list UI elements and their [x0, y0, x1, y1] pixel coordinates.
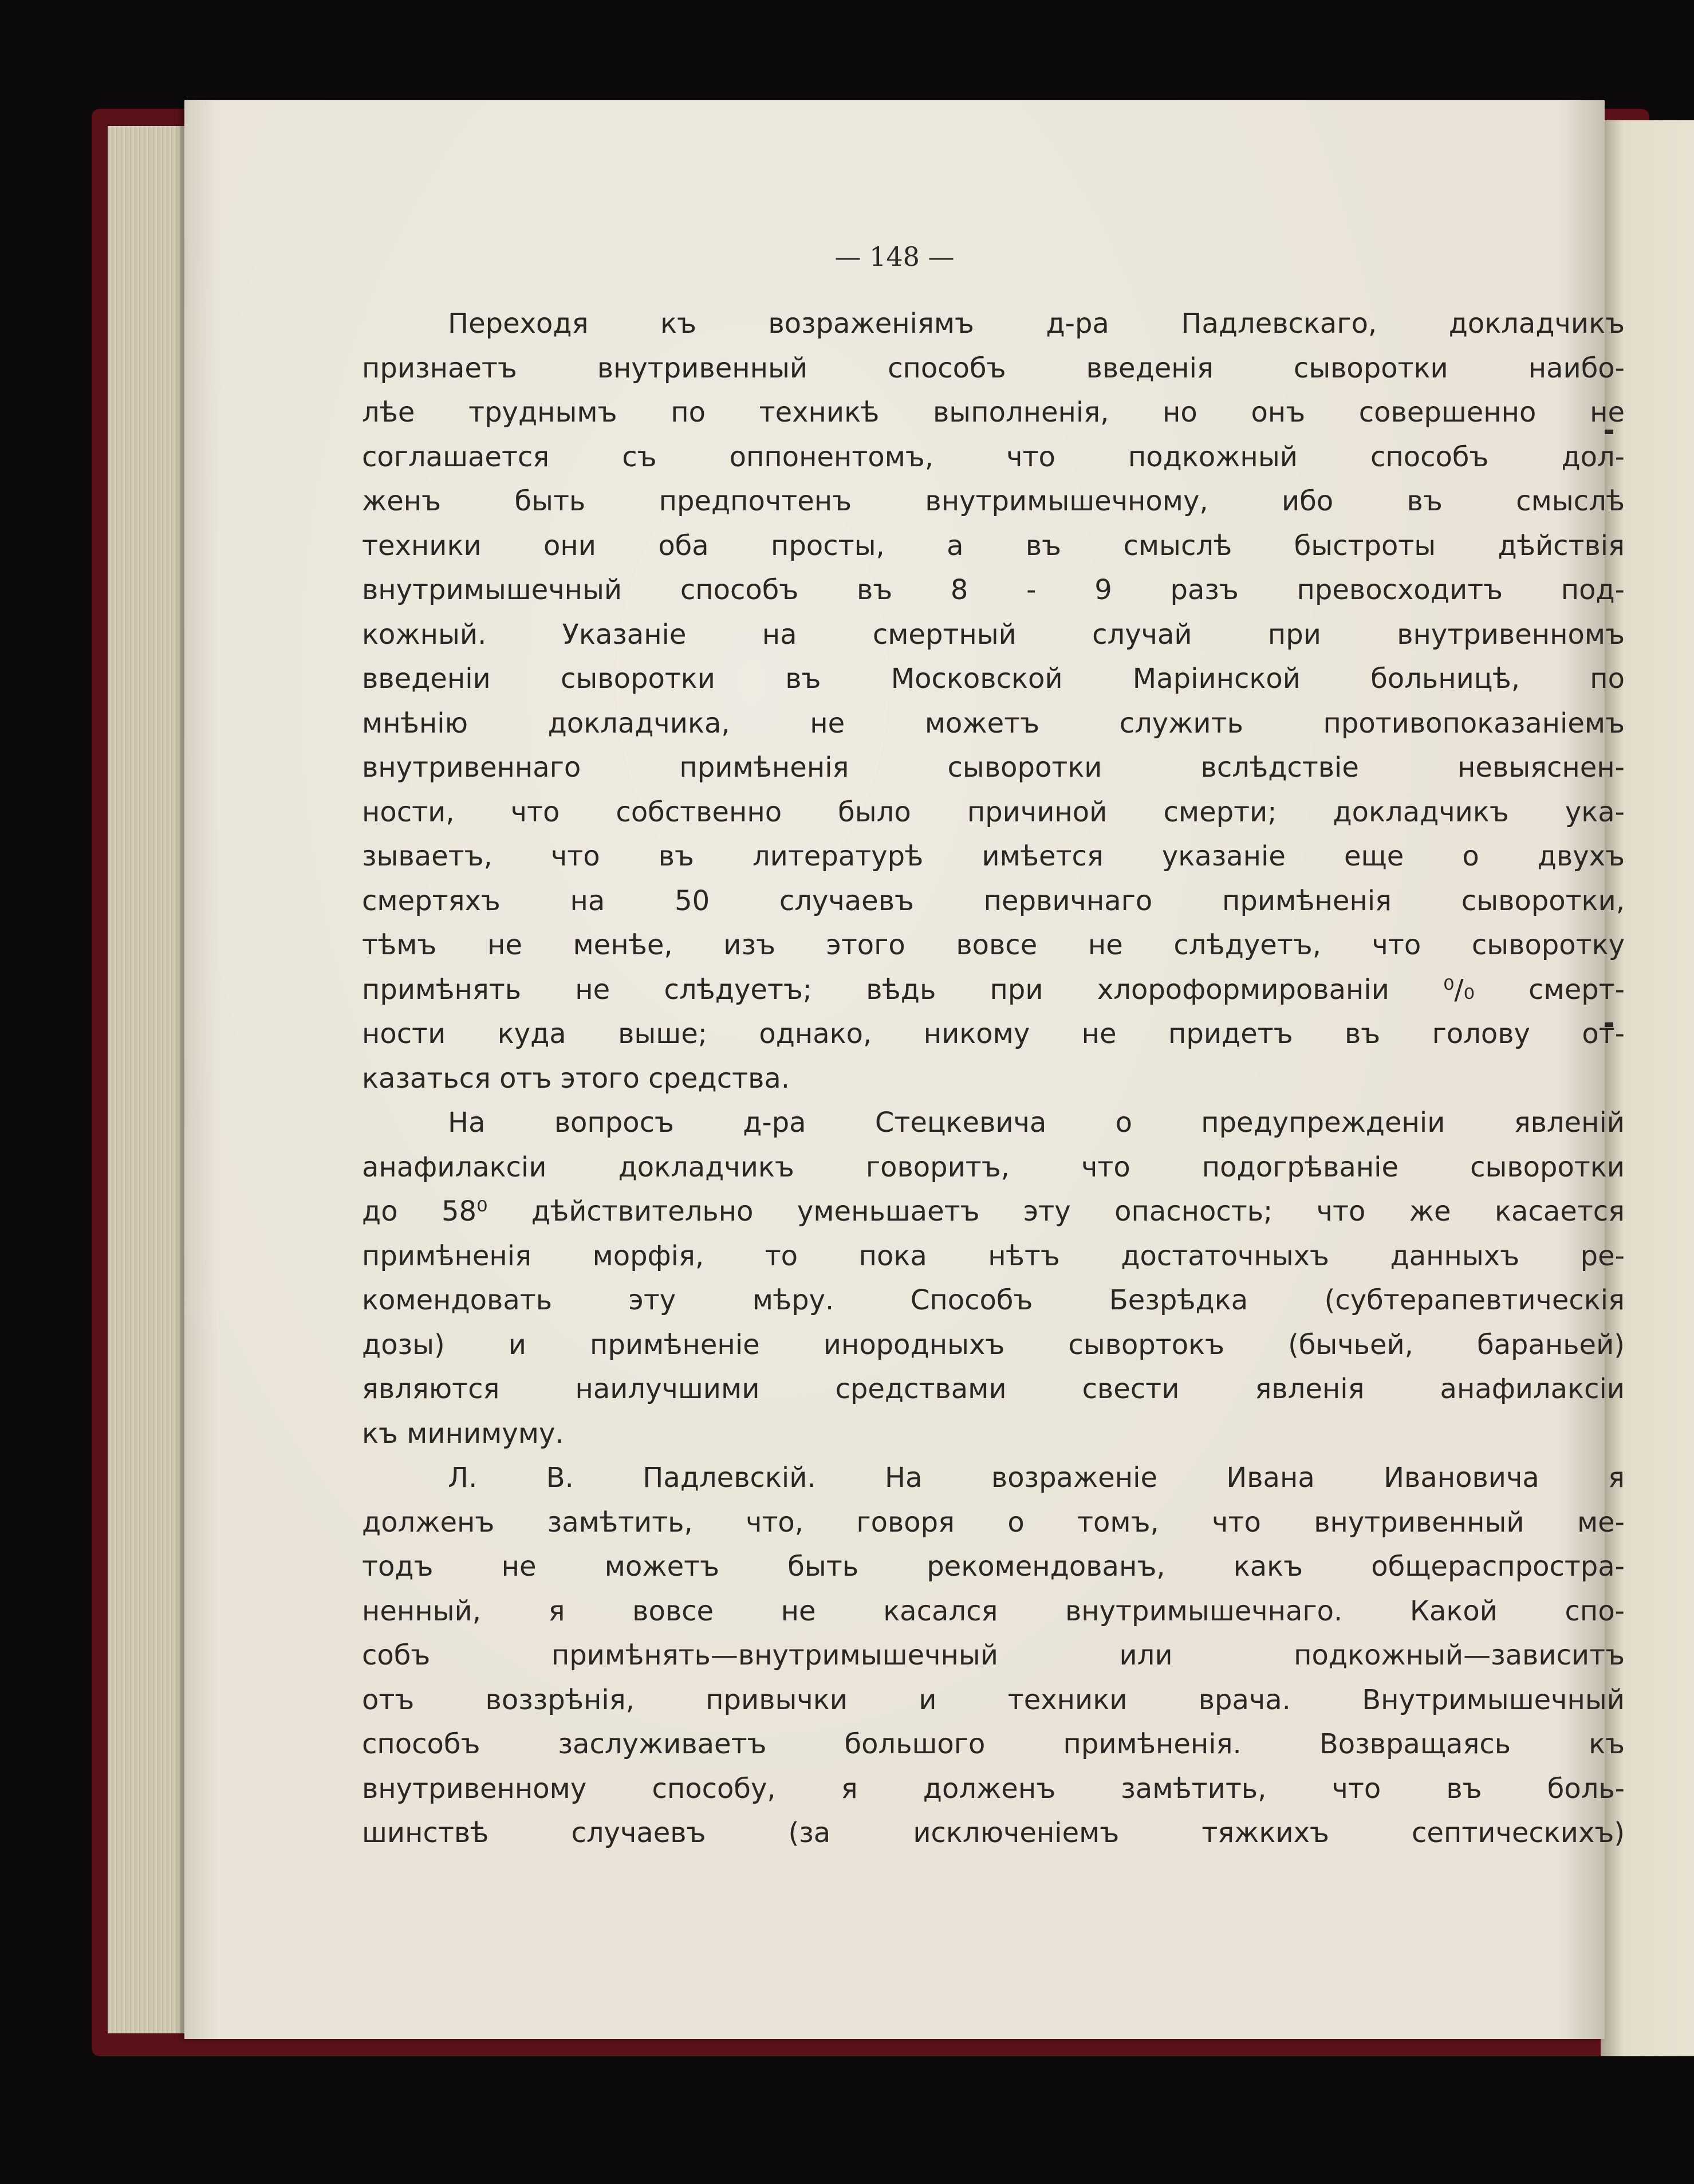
text-line: соглашается съ оппонентомъ, что подкожный способъ дол-: [362, 440, 1625, 473]
text-line: ности куда выше; однако, никому не придетъ въ голову от-: [362, 1018, 1625, 1050]
text-line: смертяхъ на 50 случаевъ первичнаго примѣненія сыворотки,: [362, 884, 1625, 917]
text-line: къ минимуму.: [362, 1417, 564, 1450]
text-line: тодъ не можетъ быть рекомендованъ, какъ общераспростра-: [362, 1551, 1625, 1583]
text-line: примѣненія морфія, то пока нѣтъ достаточныхъ данныхъ ре-: [362, 1239, 1625, 1272]
text-line: кожный. Указаніе на смертный случай при внутривенномъ: [362, 618, 1625, 651]
text-line: введеніи сыворотки въ Московской Маріинской больницѣ, по: [362, 663, 1625, 695]
text-line: являются наилучшими средствами свести явленія анафилаксіи: [362, 1373, 1625, 1405]
text-line: женъ быть предпочтенъ внутримышечному, ибо въ смыслѣ: [362, 485, 1625, 517]
text-line: дозы) и примѣненіе инородныхъ сывортокъ (бычьей, бараньей): [362, 1328, 1625, 1361]
text-line: зываетъ, что въ литературѣ имѣется указаніе еще о двухъ: [362, 840, 1625, 872]
text-line: внутривеннаго примѣненія сыворотки вслѣдствіе невыяснен-: [362, 751, 1625, 784]
text-line: анафилаксіи докладчикъ говоритъ, что подогрѣваніе сыворотки: [362, 1151, 1625, 1183]
text-line: мнѣнію докладчика, не можетъ служить противопоказаніемъ: [362, 707, 1625, 739]
text-line: казаться отъ этого средства.: [362, 1062, 790, 1095]
body-text: [362, 302, 1625, 1856]
text-line: примѣнять не слѣдуетъ; вѣдь при хлороформированіи ⁰/₀ смерт-: [362, 973, 1625, 1006]
text-line: комендовать эту мѣру. Способъ Безрѣдка (субтерапевтическія: [362, 1284, 1625, 1316]
text-line: признаетъ внутривенный способъ введенія сыворотки наибо-: [362, 352, 1625, 384]
page-number: — 148 —: [834, 241, 955, 272]
text-line: Л. В. Падлевскій. На возраженіе Ивана Ивановича я: [448, 1462, 1625, 1494]
text-line: На вопросъ д-ра Стецкевича о предупрежденіи явленій: [448, 1107, 1625, 1139]
text-line: собъ примѣнять—внутримышечный или подкожный—зависитъ: [362, 1639, 1625, 1671]
text-line: техники они оба просты, а въ смыслѣ быстроты дѣйствія: [362, 529, 1625, 562]
text-line: способъ заслуживаетъ большого примѣненія. Возвращаясь къ: [362, 1728, 1625, 1760]
book-page: [184, 100, 1625, 2039]
text-line: лѣе труднымъ по техникѣ выполненія, но онъ совершенно не: [362, 396, 1625, 428]
text-line: Переходя къ возраженіямъ д-ра Падлевскаго, докладчикъ: [448, 308, 1625, 340]
text-line: долженъ замѣтить, что, говоря о томъ, что внутривенный ме-: [362, 1506, 1625, 1538]
text-line: внутривенному способу, я долженъ замѣтить, что въ боль-: [362, 1772, 1625, 1805]
text-line: тѣмъ не менѣе, изъ этого вовсе не слѣдуетъ, что сыворотку: [362, 929, 1625, 961]
text-line: ности, что собственно было причиной смерти; докладчикъ ука-: [362, 796, 1625, 828]
text-line: отъ воззрѣнія, привычки и техники врача. Внутримышечный: [362, 1683, 1625, 1716]
text-line: до 58⁰ дѣйствительно уменьшаетъ эту опасность; что же касается: [362, 1195, 1625, 1227]
text-line: шинствѣ случаевъ (за исключеніемъ тяжкихъ септическихъ): [362, 1817, 1625, 1849]
text-line: внутримышечный способъ въ 8 - 9 разъ превосходитъ под-: [362, 574, 1625, 606]
text-line: ненный, я вовсе не касался внутримышечнаго. Какой спо-: [362, 1595, 1625, 1627]
